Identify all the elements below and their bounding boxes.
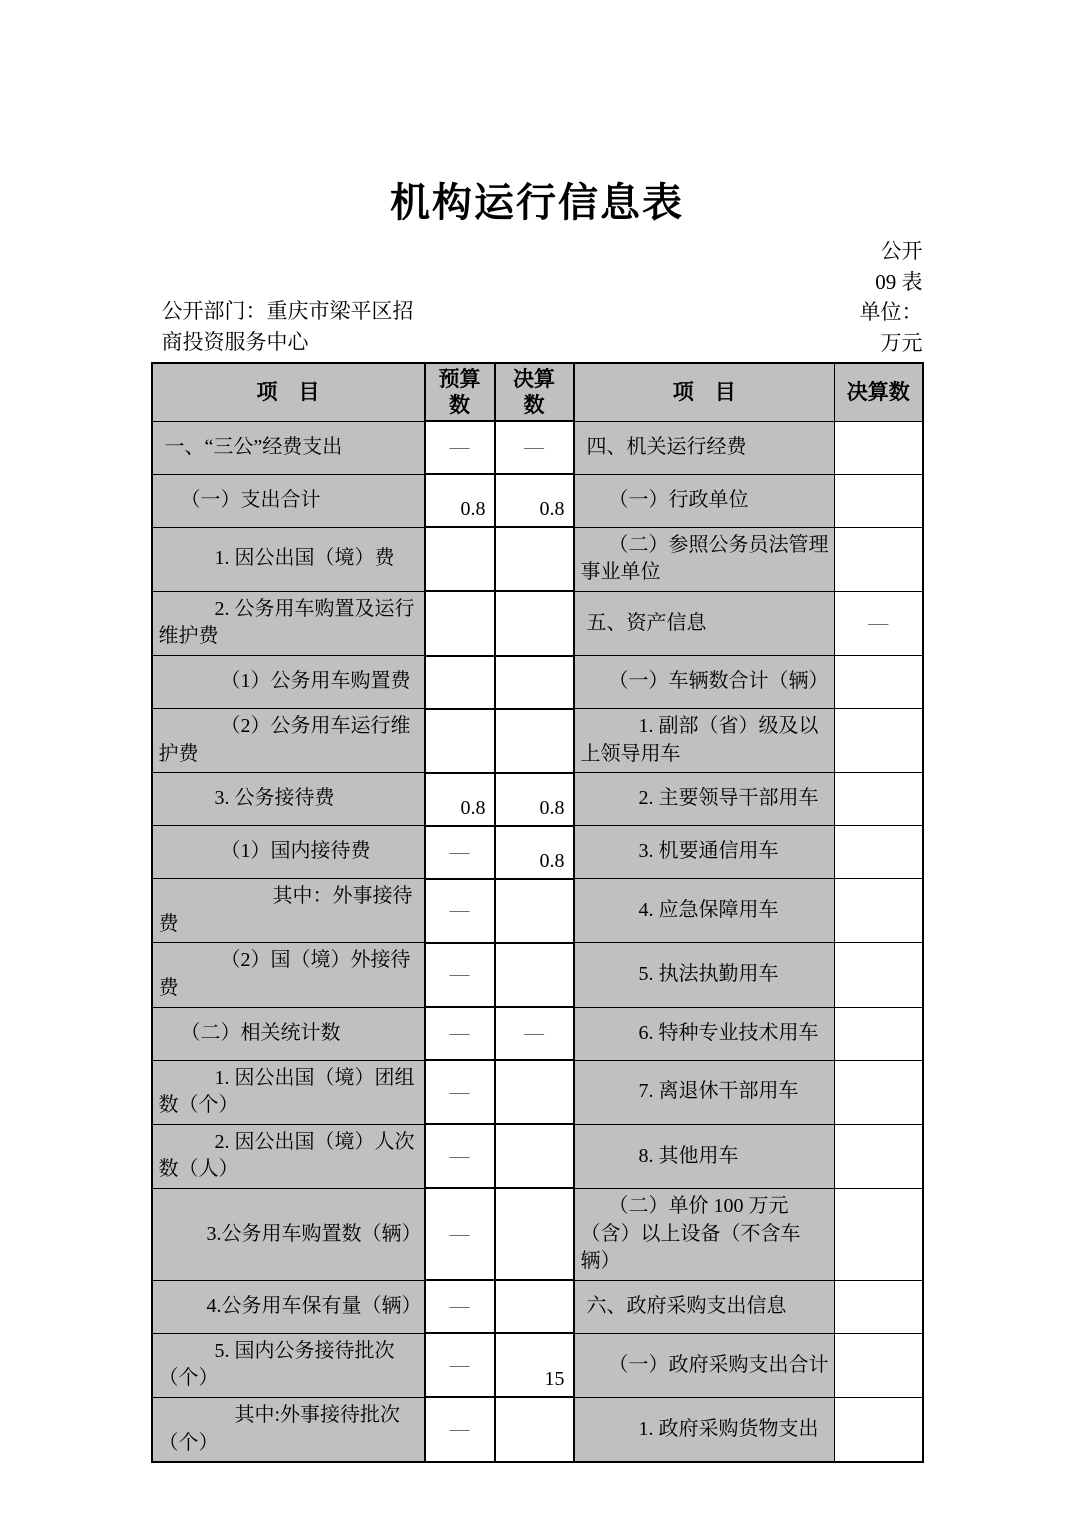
table-row <box>152 1333 923 1397</box>
budget-value-cell: — <box>425 826 495 879</box>
item-label-cell: （二）相关统计数 <box>152 1007 425 1060</box>
item-label-cell-right: （一）政府采购支出合计 <box>574 1333 835 1397</box>
item-label-cell-right: （二）单价 100 万元（含）以上设备（不含车辆） <box>574 1188 835 1280</box>
item-label-cell: 5. 国内公务接待批次（个） <box>152 1333 425 1397</box>
item-label-cell-right: （一）车辆数合计（辆） <box>574 656 835 709</box>
final-value-cell <box>495 591 574 655</box>
budget-value-cell: — <box>425 1280 495 1333</box>
table-row <box>152 656 923 709</box>
right-final-value-cell <box>835 421 923 474</box>
item-label-cell-right: 4. 应急保障用车 <box>574 879 835 943</box>
department-label: 公开部门：重庆市梁平区招商投资服务中心 <box>161 298 414 355</box>
item-label-cell-right: 四、机关运行经费 <box>574 421 835 474</box>
table-row <box>152 943 923 1007</box>
item-label-cell-right: 六、政府采购支出信息 <box>574 1280 835 1333</box>
right-final-value-cell <box>835 826 923 879</box>
item-label-cell: （2）公务用车运行维护费 <box>152 709 425 773</box>
col-header-item-left: 项 目 <box>152 363 425 422</box>
table-row <box>152 591 923 655</box>
budget-value-cell: — <box>425 1007 495 1060</box>
final-value-cell <box>495 527 574 591</box>
table-row <box>152 1397 923 1462</box>
budget-value-cell <box>425 527 495 591</box>
item-label-cell: 1. 因公出国（境）费 <box>152 527 425 591</box>
page-title: 机构运行信息表 <box>390 180 684 225</box>
right-final-value-cell <box>835 1060 923 1124</box>
right-final-value-cell <box>835 773 923 826</box>
final-value-cell: 0.8 <box>495 474 574 527</box>
item-label-cell: （一）支出合计 <box>152 474 425 527</box>
table-body <box>152 421 923 1462</box>
info-table <box>151 362 924 1463</box>
item-label-cell-right: 6. 特种专业技术用车 <box>574 1007 835 1060</box>
final-value-cell <box>495 709 574 773</box>
budget-value-cell <box>425 709 495 773</box>
item-label-cell-right: 1. 副部（省）级及以上领导用车 <box>574 709 835 773</box>
final-value-cell <box>495 1397 574 1462</box>
final-value-cell <box>495 1060 574 1124</box>
item-label-cell-right: 7. 离退休干部用车 <box>574 1060 835 1124</box>
final-value-cell <box>495 656 574 709</box>
table-row <box>152 773 923 826</box>
form-note-line2: 09 表 <box>875 269 923 294</box>
table-row <box>152 1188 923 1280</box>
table-row <box>152 421 923 474</box>
item-label-cell-right: 五、资产信息 <box>574 591 835 655</box>
final-value-cell <box>495 1280 574 1333</box>
right-final-value-cell <box>835 1333 923 1397</box>
right-final-value-cell <box>835 474 923 527</box>
right-final-value-cell <box>835 527 923 591</box>
final-value-cell <box>495 879 574 943</box>
budget-value-cell: 0.8 <box>425 773 495 826</box>
table-header-row <box>152 363 923 422</box>
item-label-cell: 其中：外事接待费 <box>152 879 425 943</box>
right-final-value-cell <box>835 1124 923 1188</box>
final-value-cell: — <box>495 1007 574 1060</box>
unit-value: 万元 <box>880 330 923 355</box>
right-final-value-cell <box>835 879 923 943</box>
budget-value-cell: 0.8 <box>425 474 495 527</box>
budget-value-cell: — <box>425 1060 495 1124</box>
right-final-value-cell <box>835 709 923 773</box>
right-final-value-cell <box>835 1397 923 1462</box>
table-row <box>152 1060 923 1124</box>
item-label-cell: 2. 公务用车购置及运行维护费 <box>152 591 425 655</box>
table-row <box>152 709 923 773</box>
unit-label: 单位： <box>859 300 923 325</box>
item-label-cell: 3.公务用车购置数（辆） <box>152 1188 425 1280</box>
budget-value-cell <box>425 591 495 655</box>
budget-value-cell: — <box>425 1188 495 1280</box>
col-header-final: 决算数 <box>495 363 574 422</box>
item-label-cell: （1）国内接待费 <box>152 826 425 879</box>
item-label-cell: （1）公务用车购置费 <box>152 656 425 709</box>
col-header-budget: 预算数 <box>425 363 495 422</box>
right-final-value-cell: — <box>835 591 923 655</box>
item-label-cell-right: 8. 其他用车 <box>574 1124 835 1188</box>
right-final-value-cell <box>835 943 923 1007</box>
form-note-line1: 公开 <box>880 239 923 263</box>
item-label-cell: 2. 因公出国（境）人次数（人） <box>152 1124 425 1188</box>
budget-value-cell: — <box>425 1333 495 1397</box>
table-row <box>152 474 923 527</box>
table-row <box>152 527 923 591</box>
budget-value-cell: — <box>425 1124 495 1188</box>
item-label-cell-right: 5. 执法执勤用车 <box>574 943 835 1007</box>
item-label-cell-right: 3. 机要通信用车 <box>574 826 835 879</box>
table-row <box>152 1007 923 1060</box>
final-value-cell <box>495 1188 574 1280</box>
col-header-final-right: 决算数 <box>835 363 923 422</box>
meta-header <box>152 236 923 359</box>
budget-value-cell: — <box>425 421 495 474</box>
final-value-cell <box>495 943 574 1007</box>
budget-value-cell: — <box>425 1397 495 1462</box>
item-label-cell-right: 2. 主要领导干部用车 <box>574 773 835 826</box>
right-final-value-cell <box>835 656 923 709</box>
table-row <box>152 879 923 943</box>
table-row <box>152 1280 923 1333</box>
col-header-item-right: 项 目 <box>574 363 835 422</box>
table-row <box>152 1124 923 1188</box>
item-label-cell: 1. 因公出国（境）团组数（个） <box>152 1060 425 1124</box>
final-value-cell <box>495 1124 574 1188</box>
budget-value-cell: — <box>425 943 495 1007</box>
budget-value-cell: — <box>425 879 495 943</box>
item-label-cell: 4.公务用车保有量（辆） <box>152 1280 425 1333</box>
form-note-block <box>860 236 923 359</box>
table-row <box>152 826 923 879</box>
right-final-value-cell <box>835 1280 923 1333</box>
item-label-cell-right: （一）行政单位 <box>574 474 835 527</box>
right-final-value-cell <box>835 1188 923 1280</box>
final-value-cell: 0.8 <box>495 826 574 879</box>
item-label-cell: 一、“三公”经费支出 <box>152 421 425 474</box>
final-value-cell: 15 <box>495 1333 574 1397</box>
item-label-cell-right: （二）参照公务员法管理事业单位 <box>574 527 835 591</box>
item-label-cell-right: 1. 政府采购货物支出 <box>574 1397 835 1462</box>
item-label-cell: 3. 公务接待费 <box>152 773 425 826</box>
right-final-value-cell <box>835 1007 923 1060</box>
budget-value-cell <box>425 656 495 709</box>
final-value-cell: 0.8 <box>495 773 574 826</box>
item-label-cell: （2）国（境）外接待费 <box>152 943 425 1007</box>
item-label-cell: 其中:外事接待批次（个） <box>152 1397 425 1462</box>
final-value-cell: — <box>495 421 574 474</box>
